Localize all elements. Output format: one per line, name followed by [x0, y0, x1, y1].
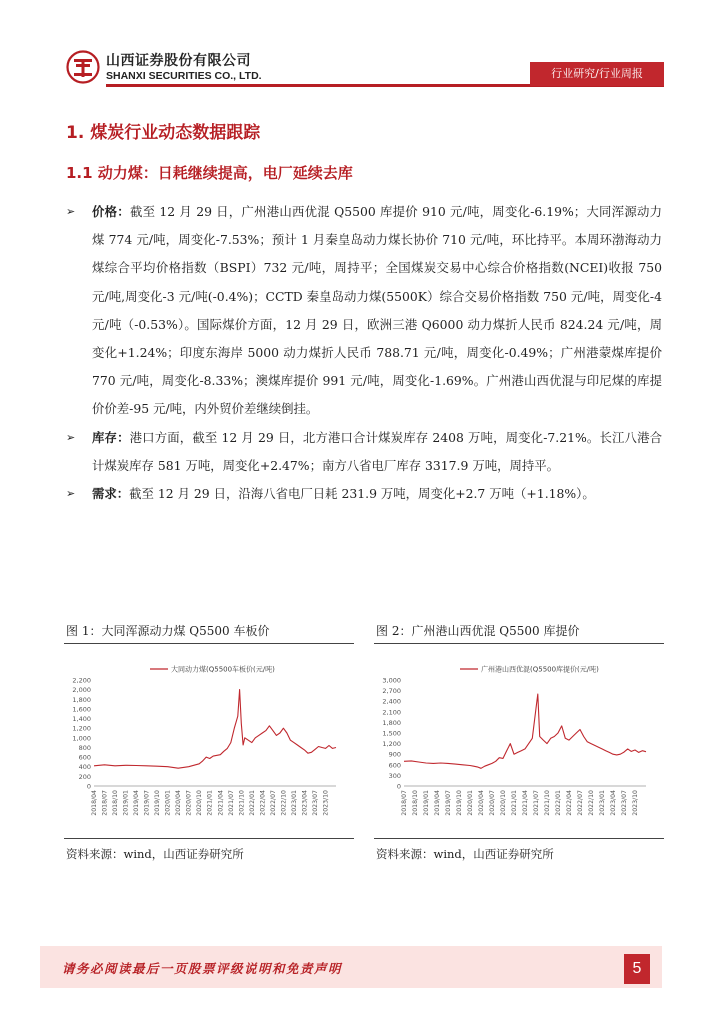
bullet-price: [66, 198, 662, 424]
x-tick-label: 2023/01: [599, 790, 606, 816]
x-tick-label: 2020/01: [467, 790, 474, 816]
x-tick-label: 2019/07: [143, 790, 151, 816]
x-tick-label: 2021/07: [533, 790, 540, 816]
series-line: [94, 690, 336, 769]
company-name-en: SHANXI SECURITIES CO., LTD.: [106, 70, 262, 82]
x-tick-label: 2023/07: [311, 790, 319, 816]
bullet-text: 截至 12 月 29 日，广州港山西优混 Q5500 库提价 910 元/吨，周变化-6.19%；大同浑源动力煤 774 元/吨，周变化-7.53%；预计 1 月秦皇岛动力煤长协价 710 元/吨，环比持平。本周环渤海动力煤综合平均价格指数（BSPI）732 元/吨，周持平；全国煤炭交易中心综合价格指数(NCEI)收报 750 元/吨,周变化-3 元/吨(-0.4%)；CCTD 秦皇岛动力煤(5500K）综合交易价格指数 750 元/吨，周变化-4 元/吨（-0.53%）。国际煤价方面，12 月 29 日，欧洲三港 Q6000 动力煤折人民币 824.24 元/吨，周变化+1.24%；印度东海岸 5000 动力煤折人民币 788.71 元/吨，周变化-0.49%；广州港蒙煤库提价 770 元/吨，周变化-8.33%；澳煤库提价 991 元/吨，周变化-1.69%。广州港山西优混与印尼煤的库提价价差-95 元/吨，内外贸价差继续倒挂。: [92, 204, 663, 417]
x-tick-label: 2021/10: [544, 790, 551, 816]
x-tick-label: 2020/01: [164, 790, 172, 816]
x-tick-label: 2022/01: [555, 790, 562, 816]
x-tick-label: 2019/01: [122, 790, 130, 816]
x-tick-label: 2022/07: [577, 790, 584, 816]
figure-2-title: 图 2：广州港山西优混 Q5500 库提价: [376, 624, 580, 638]
y-tick-label: 1,600: [72, 705, 91, 714]
y-tick-label: 1,800: [72, 695, 91, 704]
report-type-tag: 行业研究/行业周报: [530, 62, 664, 86]
x-tick-label: 2019/04: [434, 790, 441, 816]
arrow-bullet-icon: ➢: [66, 430, 76, 444]
y-tick-label: 400: [78, 763, 91, 772]
y-tick-label: 1,000: [72, 734, 91, 743]
bullet-demand: [66, 480, 662, 508]
figure-1-source: 资料来源：wind，山西证券研究所: [66, 847, 244, 861]
bullet-list: [66, 198, 662, 508]
subsection-heading: 1.1 动力煤：日耗继续提高，电厂延续去库: [66, 164, 353, 182]
y-tick-label: 300: [388, 771, 401, 780]
bullet-label: 库存：: [92, 429, 130, 445]
footer-disclaimer: 请务必阅读最后一页股票评级说明和免责声明: [62, 961, 343, 976]
y-tick-label: 0: [396, 782, 401, 791]
y-tick-label: 0: [86, 782, 91, 791]
x-tick-label: 2020/04: [478, 790, 485, 816]
figure-2-bottom-rule: [374, 838, 664, 839]
x-tick-label: 2021/01: [206, 790, 214, 816]
bullet-inventory: [66, 424, 662, 480]
x-tick-label: 2018/10: [412, 790, 419, 816]
x-tick-label: 2022/07: [269, 790, 277, 816]
x-tick-label: 2020/04: [175, 790, 183, 816]
x-tick-label: 2018/07: [401, 790, 408, 816]
x-tick-label: 2022/01: [248, 790, 256, 816]
page-number: 5: [624, 954, 650, 984]
x-tick-label: 2019/10: [154, 790, 162, 816]
x-tick-label: 2020/07: [489, 790, 496, 816]
y-tick-label: 1,400: [72, 715, 91, 724]
y-tick-label: 1,200: [382, 740, 401, 749]
x-tick-label: 2018/04: [91, 790, 98, 816]
y-tick-label: 3,000: [382, 676, 401, 685]
x-tick-label: 2021/10: [238, 790, 246, 816]
legend-label: 大同动力煤(Q5500车板价(元/吨): [171, 665, 275, 674]
y-tick-label: 2,400: [382, 697, 401, 706]
y-tick-label: 600: [388, 761, 401, 770]
x-tick-label: 2020/07: [185, 790, 193, 816]
figure-2-source: 资料来源：wind，山西证券研究所: [376, 847, 554, 861]
bullet-text: 截至 12 月 29 日，沿海八省电厂日耗 231.9 万吨，周变化+2.7 万吨（+1.18%）。: [129, 486, 595, 502]
figure-1-bottom-rule: [64, 838, 354, 839]
figure-1-rule: [64, 643, 354, 644]
x-tick-label: 2023/01: [290, 790, 298, 816]
chart-datong-price: [64, 650, 346, 828]
x-tick-label: 2022/10: [280, 790, 288, 816]
y-tick-label: 2,700: [382, 687, 401, 696]
bullet-text: 港口方面，截至 12 月 29 日，北方港口合计煤炭库存 2408 万吨，周变化-7.21%。长江八港合计煤炭库存 581 万吨，周变化+2.47%；南方八省电厂库存 3317.9 万吨，周持平。: [92, 429, 663, 473]
x-tick-label: 2019/01: [423, 790, 430, 816]
x-tick-label: 2021/01: [511, 790, 518, 816]
x-tick-label: 2022/04: [259, 790, 267, 816]
company-name-cn: 山西证券股份有限公司: [106, 53, 251, 69]
x-tick-label: 2023/10: [632, 790, 639, 816]
bullet-label: 需求：: [92, 486, 130, 502]
company-logo-icon: [66, 50, 100, 84]
x-tick-label: 2023/04: [301, 790, 309, 816]
x-tick-label: 2021/04: [217, 790, 225, 816]
y-tick-label: 2,000: [72, 686, 91, 695]
y-tick-label: 200: [78, 772, 91, 781]
y-tick-label: 1,800: [382, 718, 401, 727]
y-tick-label: 2,200: [72, 676, 91, 685]
y-tick-label: 1,200: [72, 724, 91, 733]
x-tick-label: 2022/10: [588, 790, 595, 816]
figure-2-rule: [374, 643, 664, 644]
x-tick-label: 2019/07: [445, 790, 452, 816]
x-tick-label: 2018/10: [112, 790, 120, 816]
x-tick-label: 2023/07: [621, 790, 628, 816]
x-tick-label: 2020/10: [196, 790, 204, 816]
x-tick-label: 2021/04: [522, 790, 529, 816]
y-tick-label: 2,100: [382, 708, 401, 717]
y-tick-label: 1,500: [382, 729, 401, 738]
y-tick-label: 900: [388, 750, 401, 759]
y-tick-label: 800: [78, 743, 91, 752]
series-line: [404, 694, 646, 768]
figure-1-title: 图 1：大同浑源动力煤 Q5500 车板价: [66, 624, 270, 638]
chart-guangzhou-price: [374, 650, 656, 828]
x-tick-label: 2023/04: [610, 790, 617, 816]
x-tick-label: 2021/07: [227, 790, 235, 816]
legend-label: 广州港山西优混(Q5500库提价(元/吨): [481, 665, 599, 674]
x-tick-label: 2018/07: [101, 790, 109, 816]
y-tick-label: 600: [78, 753, 91, 762]
x-tick-label: 2019/10: [456, 790, 463, 816]
bullet-label: 价格：: [92, 204, 130, 219]
x-tick-label: 2020/10: [500, 790, 507, 816]
x-tick-label: 2023/10: [322, 790, 330, 816]
x-tick-label: 2019/04: [133, 790, 141, 816]
arrow-bullet-icon: ➢: [66, 205, 76, 218]
section-heading: 1. 煤炭行业动态数据跟踪: [66, 123, 261, 143]
arrow-bullet-icon: ➢: [66, 487, 76, 501]
x-tick-label: 2022/04: [566, 790, 573, 816]
